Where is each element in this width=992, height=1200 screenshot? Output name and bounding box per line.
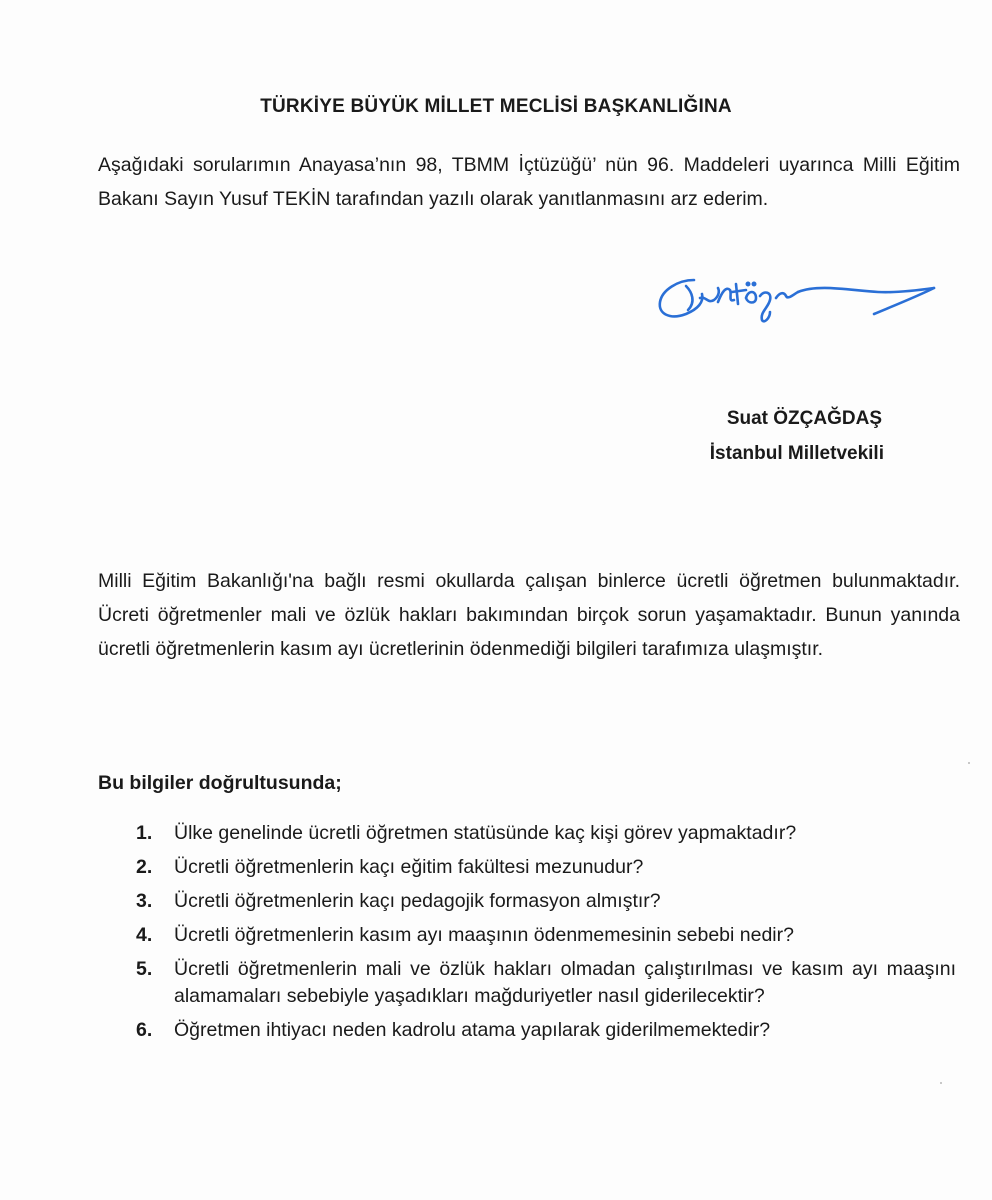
question-item <box>136 1017 956 1044</box>
signer-name: Suat ÖZÇAĞDAŞ <box>726 408 882 429</box>
question-item <box>136 922 956 949</box>
question-text: Ülke genelinde ücretli öğretmen statüsünde kaç kişi görev yapmaktadır? <box>174 822 797 844</box>
question-number: 5. <box>136 958 153 980</box>
background-paragraph-text: Milli Eğitim Bakanlığı'na bağlı resmi okullarda çalışan binlerce ücretli öğretmen bulunmaktadır. Ücreti öğretmenler mali ve özlük hakları bakımından birçok sorun yaşamaktadır. Bunun yanında ücretli öğretmenlerin kasım ayı ücretlerinin ödenmediği bilgileri tarafımıza ulaşmıştır. <box>98 570 960 660</box>
question-text: Ücretli öğretmenlerin kaçı eğitim fakültesi mezunudur? <box>174 856 644 878</box>
question-text: Ücretli öğretmenlerin kaçı pedagojik formasyon almıştır? <box>174 890 661 912</box>
signature-icon <box>648 262 948 342</box>
question-number: 3. <box>136 890 153 912</box>
signer-title: İstanbul Milletvekili <box>709 443 884 464</box>
questions-intro: Bu bilgiler doğrultusunda; <box>98 772 342 794</box>
question-number: 4. <box>136 924 153 946</box>
question-number: 2. <box>136 856 153 878</box>
question-item <box>136 888 956 915</box>
question-item <box>136 854 956 881</box>
scan-speck <box>968 762 970 764</box>
questions-list <box>136 820 956 1051</box>
request-paragraph-text: Aşağıdaki sorularımın Anayasa’nın 98, TBMM İçtüzüğü’ nün 96. Maddeleri uyarınca Milli Eğitim Bakanı Sayın Yusuf TEKİN tarafından yazılı olarak yanıtlanmasını arz ederim. <box>98 154 960 210</box>
question-item <box>136 820 956 847</box>
question-number: 1. <box>136 822 153 844</box>
question-number: 6. <box>136 1019 153 1041</box>
request-paragraph <box>98 148 960 216</box>
question-text: Ücretli öğretmenlerin mali ve özlük hakları olmadan çalıştırılması ve kasım ayı maaşını alamamaları sebebiyle yaşadıkları mağduriyetler nasıl giderilecektir? <box>174 958 956 1007</box>
question-text: Öğretmen ihtiyacı neden kadrolu atama yapılarak giderilmemektedir? <box>174 1019 771 1041</box>
background-paragraph <box>98 564 960 666</box>
question-item <box>136 956 956 1010</box>
question-text: Ücretli öğretmenlerin kasım ayı maaşının ödenmemesinin sebebi nedir? <box>174 924 794 946</box>
scan-speck <box>940 1082 942 1084</box>
document-title: TÜRKİYE BÜYÜK MİLLET MECLİSİ BAŞKANLIĞINA <box>260 96 732 117</box>
